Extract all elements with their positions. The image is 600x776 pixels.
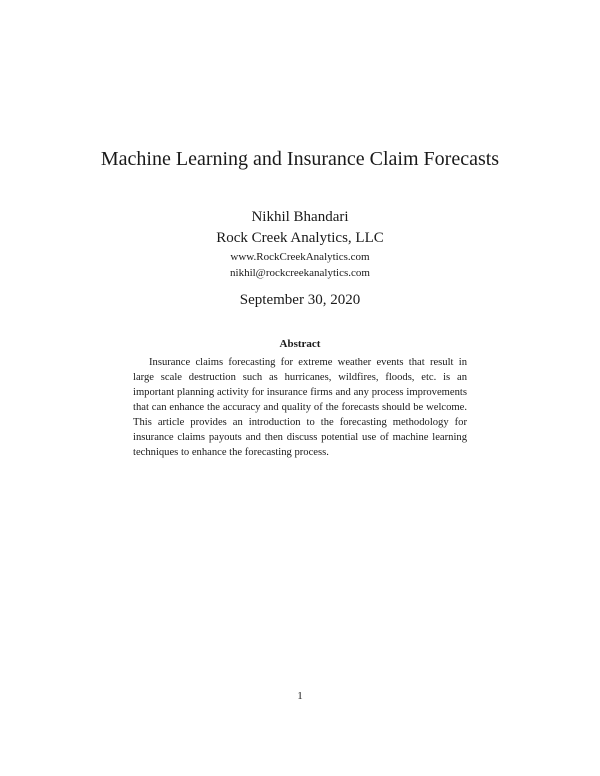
publication-date: September 30, 2020 [239,292,361,308]
paper-title: Machine Learning and Insurance Claim Forecasts [100,148,500,170]
author-website: www.RockCreekAnalytics.com [230,251,370,263]
abstract-heading: Abstract [279,338,321,350]
page-number: 1 [297,690,303,702]
author-name: Nikhil Bhandari [251,209,349,225]
abstract-text: Insurance claims forecasting for extreme weather events that result in large scale destruction such as hurricanes, wildfires, floods, etc. is an important planning activity for insurance firms and any process improvements that can enhance the accuracy and quality of the forecasts should be welcome. This article provides an introduction to the forecasting methodology for insurance claims payouts and then discuss potential use of machine learning techniques to enhance the forecasting process. [133,357,467,458]
author-email: nikhil@rockcreekanalytics.com [230,267,370,279]
author-affiliation: Rock Creek Analytics, LLC [216,230,384,246]
